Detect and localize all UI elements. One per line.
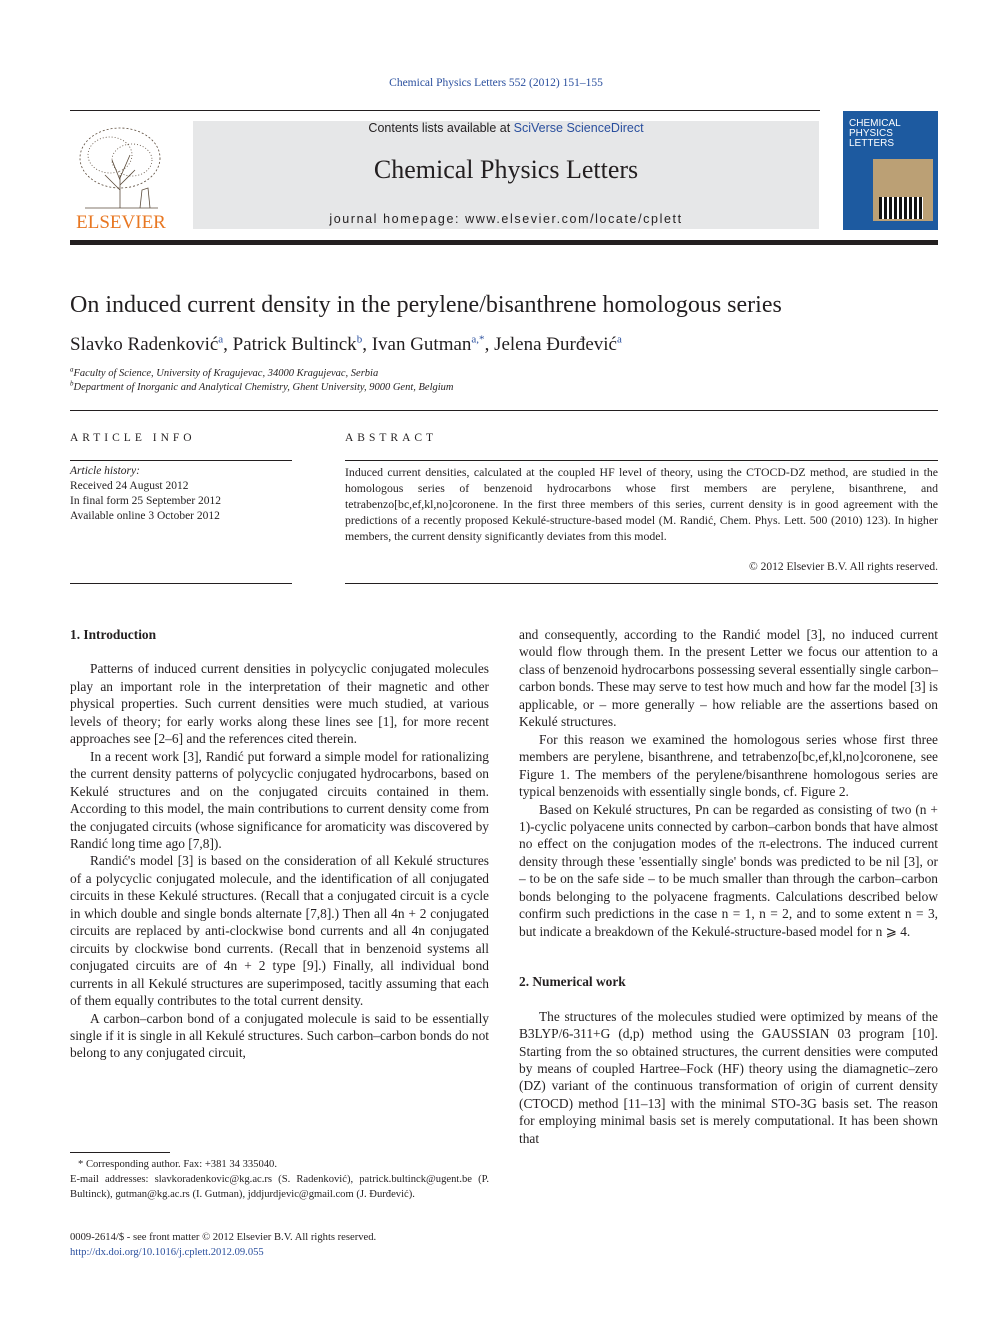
- header-thick-rule: [70, 240, 938, 245]
- article-history: Article history: Received 24 August 2012 In final form 25 September 2012 Available online 3 October 2012: [70, 465, 222, 522]
- abstract-text: Induced current densities, calculated at the coupled HF level of theory, using the CTOCD-DZ method, are studied in the homologous series of benzenoid hydrocarbons whose first members are perylene, bisanthrene, and tetrabenzo[bc,ef,kl,no]coronene. In the first three members of this series, current density is in good agreement with the predictions of a recently proposed Kekulé-structure-based model (M. Randić, Chem. Phys. Lett. 500 (2010) 123). In higher members, the current density significantly deviates from this model.: [345, 465, 938, 543]
- author-affiliation-mark[interactable]: b: [356, 333, 363, 346]
- abstract-heading: ABSTRACT: [345, 432, 438, 444]
- paragraph: Based on Kekulé structures, Pn can be regarded as consisting of two (n + 1)-cyclic polyacene units connected by carbon–carbon bonds that have almost no effect on the conjugation modes of the π-electrons. The induced current density through these 'essentially single' bonds was predicted to be nil [3], or – to be on the safe side – to be much smaller than through the carbon–carbon bonds belonging to the polyacene fragments. Calculations described below confirm such predictions in the case n = 1, n = 2, and to some extent n = 3, but indicate a breakdown of the Kekulé-structure-based model for n ⩾ 4.: [519, 801, 938, 939]
- abstract-rule: [345, 460, 938, 461]
- email-addresses[interactable]: E-mail addresses: slavkoradenkovic@kg.ac.rs (S. Radenković), patrick.bultinck@ugent.be (P. Bultinck), gutman@kg.ac.rs (I. Gutman), jddjurdjevic@gmail.com (J. Đurđević).: [70, 1174, 489, 1200]
- author-name: Jelena Đurđević: [494, 334, 617, 355]
- front-matter: [70, 1230, 489, 1260]
- article-info-bottom-rule: [70, 583, 292, 584]
- cover-title-line: LETTERS: [849, 138, 895, 149]
- section-rule: [70, 410, 938, 411]
- sciencedirect-link[interactable]: SciVerse ScienceDirect: [513, 121, 644, 135]
- left-column: [70, 626, 489, 1062]
- paragraph: A carbon–carbon bond of a conjugated molecule is said to be essentially single if it is single in all Kekulé structures. Such carbon–carbon bonds do not belong to any conjugated circuit,: [70, 1010, 489, 1061]
- author-affiliation-mark[interactable]: a,*: [471, 333, 485, 346]
- paragraph: The structures of the molecules studied were optimized by means of the B3LYP/6-311+G (d,p) method using the GAUSSIAN 03 program [10]. Starting from the so obtained structures, the current densities were computed by means of coupled Hartree–Fock (HF) theory using the diamagnetic–zero (DZ) variant of the continuous transformation of origin of current density (CTOCD) method [11–13] with the minimal STO-3G basis set. The reason for employing minimal basis set is merely computational. It has been shown that: [519, 1008, 938, 1146]
- article-info-rule: [70, 460, 292, 461]
- elsevier-logo: [70, 120, 172, 232]
- journal-name: Chemical Physics Letters: [373, 155, 639, 184]
- author-name: Ivan Gutman: [371, 334, 472, 355]
- paragraph: Randić's model [3] is based on the consideration of all Kekulé structures of a polycyclic conjugated molecule, and the identification of all conjugated circuits in these Kekulé structures. (Recall that a conjugated circuit is a cycle in which double and single bonds alternate [7,8].) Then all 4n + 2 conjugated circuits are replaced by anti-clockwise bond currents and all 4n conjugated circuits by clockwise bond currents. (Recall that in benzenoid systems all conjugated circuits are of 4n + 2 type [9].) Finally, all individual bond currents in all Kekulé structures are superimposed, tacitly assuming that each of them equally contributes to the total current density.: [70, 853, 489, 1009]
- issn-line: 0009-2614/$ - see front matter © 2012 Elsevier B.V. All rights reserved.: [70, 1232, 377, 1243]
- journal-reference[interactable]: Chemical Physics Letters 552 (2012) 151–155: [389, 77, 603, 89]
- article-title: On induced current density in the perylene/bisanthrene homologous series: [70, 292, 782, 318]
- paragraph: and consequently, according to the Randić model [3], no induced current would flow through them. In the present Letter we focus our attention to a class of benzenoid hydrocarbons possessing several essentially single carbon–carbon bonds. These may serve to test how much and how far the model [3] is applicable, or – more generally – how reliable are the assertions based on Kekulé structures.: [519, 627, 938, 730]
- author-affiliation-mark[interactable]: a: [616, 333, 622, 346]
- journal-homepage[interactable]: journal homepage: www.elsevier.com/locate/cplett: [329, 212, 683, 226]
- footnote-rule: [70, 1152, 170, 1153]
- paragraph: For this reason we examined the homologous series whose first three members are perylene, bisanthrene, and tetrabenzo[bc,ef,kl,no]coronene, see Figure 1. The members of the perylene/bisanthrene homologous series are typical benzenoids with essentially single bonds, cf. Figure 2.: [519, 731, 938, 800]
- doi-link[interactable]: http://dx.doi.org/10.1016/j.cplett.2012.09.055: [70, 1247, 264, 1258]
- author-name: Slavko Radenković: [70, 334, 219, 355]
- affiliation: $^a$Faculty of Science, University of Kragujevac, 34000 Kragujevac, Serbia: [70, 365, 379, 379]
- footnotes: [70, 1157, 489, 1202]
- abstract-bottom-rule: [345, 583, 938, 584]
- section-heading: 2. Numerical work: [519, 974, 626, 990]
- cover-title-line: PHYSICS: [849, 128, 893, 139]
- author-affiliation-mark[interactable]: a: [218, 333, 224, 346]
- section-heading: 1. Introduction: [70, 627, 157, 642]
- abstract-copyright: © 2012 Elsevier B.V. All rights reserved.: [749, 561, 938, 573]
- article-info-heading: ARTICLE INFO: [70, 432, 196, 444]
- cover-title-line: CHEMICAL: [849, 118, 901, 129]
- corresponding-author-note: * Corresponding author. Fax: +381 34 335040.: [78, 1159, 278, 1170]
- paragraph: In a recent work [3], Randić put forward a simple model for rationalizing the current density patterns of polycyclic conjugated hydrocarbons, based on Kekulé structures and on the conjugated circuits contained in them. According to this model, the main contributions to current density come from the conjugated circuits (whose significance for aromaticity was discovered by Randić long time ago [7,8]).: [70, 748, 489, 851]
- author-list: Slavko Radenković$^a$, Patrick Bultinck$^b$, Ivan Gutman$^{a,*}$, Jelena Đurđević$^a$: [70, 333, 622, 355]
- svg-text:ELSEVIER: ELSEVIER: [76, 212, 166, 232]
- right-column: [519, 626, 938, 1147]
- affiliation: $^b$Department of Inorganic and Analytical Chemistry, Ghent University, 9000 Gent, Belgium: [70, 379, 454, 393]
- journal-cover-thumbnail: [843, 111, 938, 230]
- author-name: Patrick Bultinck: [232, 334, 357, 355]
- header-rule: [70, 110, 820, 111]
- paragraph: Patterns of induced current densities in polycyclic conjugated molecules play an important role in the interpretation of their magnetic and other physical properties. Such current densities were much studied, at various levels of theory; for early works along these lines see [1], for more recent approaches see [2–6] and the references cited therein.: [70, 661, 489, 747]
- contents-line: Contents lists available at SciVerse ScienceDirect: [368, 121, 644, 135]
